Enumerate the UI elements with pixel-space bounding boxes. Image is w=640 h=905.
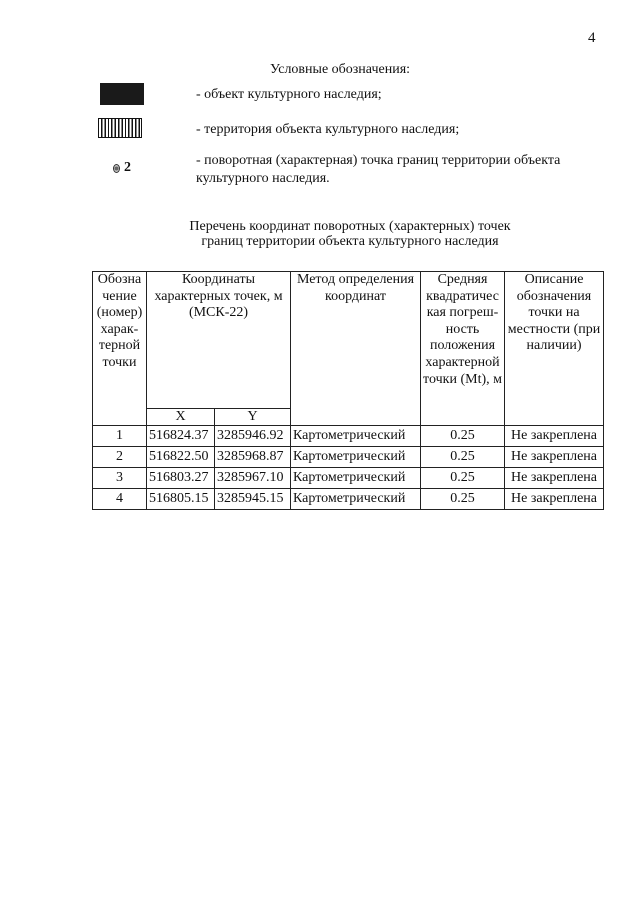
cell-x: 516824.37: [147, 426, 215, 447]
cell-description: Не закреплена: [505, 447, 604, 468]
cell-x: 516803.27: [147, 468, 215, 489]
cell-description: Не закреплена: [505, 468, 604, 489]
header-y: Y: [215, 409, 291, 426]
table-row: [93, 468, 604, 489]
header-x: X: [147, 409, 215, 426]
coordinates-table: [92, 271, 604, 510]
cell-method: Картометрический: [291, 447, 421, 468]
cell-id: 4: [93, 489, 147, 510]
cell-y: 3285967.10: [215, 468, 291, 489]
point-marker-label: 2: [124, 160, 131, 175]
cell-x: 516805.15: [147, 489, 215, 510]
legend-item-territory: - территория объекта культурного наследия;: [196, 122, 460, 137]
cell-description: Не закреплена: [505, 426, 604, 447]
page-number: 4: [588, 30, 596, 46]
table-title-line-2: границ территории объекта культурного наследия: [201, 234, 499, 249]
cell-description: Не закреплена: [505, 489, 604, 510]
cell-id: 2: [93, 447, 147, 468]
table-title-line-1: Перечень координат поворотных (характерных) точек: [189, 219, 511, 234]
heritage-territory-hatch-icon: [98, 118, 142, 138]
cell-accuracy: 0.25: [421, 468, 505, 489]
cell-accuracy: 0.25: [421, 489, 505, 510]
cell-method: Картометрический: [291, 426, 421, 447]
cell-method: Картометрический: [291, 468, 421, 489]
cell-id: 3: [93, 468, 147, 489]
legend-item-object: - объект культурного наследия;: [196, 87, 382, 102]
header-method: Метод определения координат: [291, 272, 421, 426]
point-marker-icon: [113, 164, 120, 173]
legend-item-turning-point: - поворотная (характерная) точка границ территории объекта культурного наследия.: [196, 153, 561, 186]
cultural-heritage-object-symbol-icon: [100, 83, 144, 105]
turning-point-symbol: [113, 160, 131, 176]
cell-method: Картометрический: [291, 489, 421, 510]
cell-id: 1: [93, 426, 147, 447]
header-point-id: Обозна чение (номер) харак- терной точки: [93, 272, 147, 426]
cell-accuracy: 0.25: [421, 426, 505, 447]
cell-y: 3285945.15: [215, 489, 291, 510]
legend-title: Условные обозначения:: [270, 62, 411, 77]
cell-y: 3285946.92: [215, 426, 291, 447]
header-coordinates: Координаты характерных точек, м (МСК-22): [147, 272, 291, 409]
header-accuracy: Средняя квадратичес кая погреш- ность положения характерной точки (Mt), м: [421, 272, 505, 426]
table-title: [90, 219, 610, 249]
table-row: [93, 489, 604, 510]
cell-x: 516822.50: [147, 447, 215, 468]
cell-y: 3285968.87: [215, 447, 291, 468]
header-description: Описание обозначения точки на местности (при наличии): [505, 272, 604, 426]
table-row: [93, 426, 604, 447]
table-row: [93, 447, 604, 468]
cell-accuracy: 0.25: [421, 447, 505, 468]
